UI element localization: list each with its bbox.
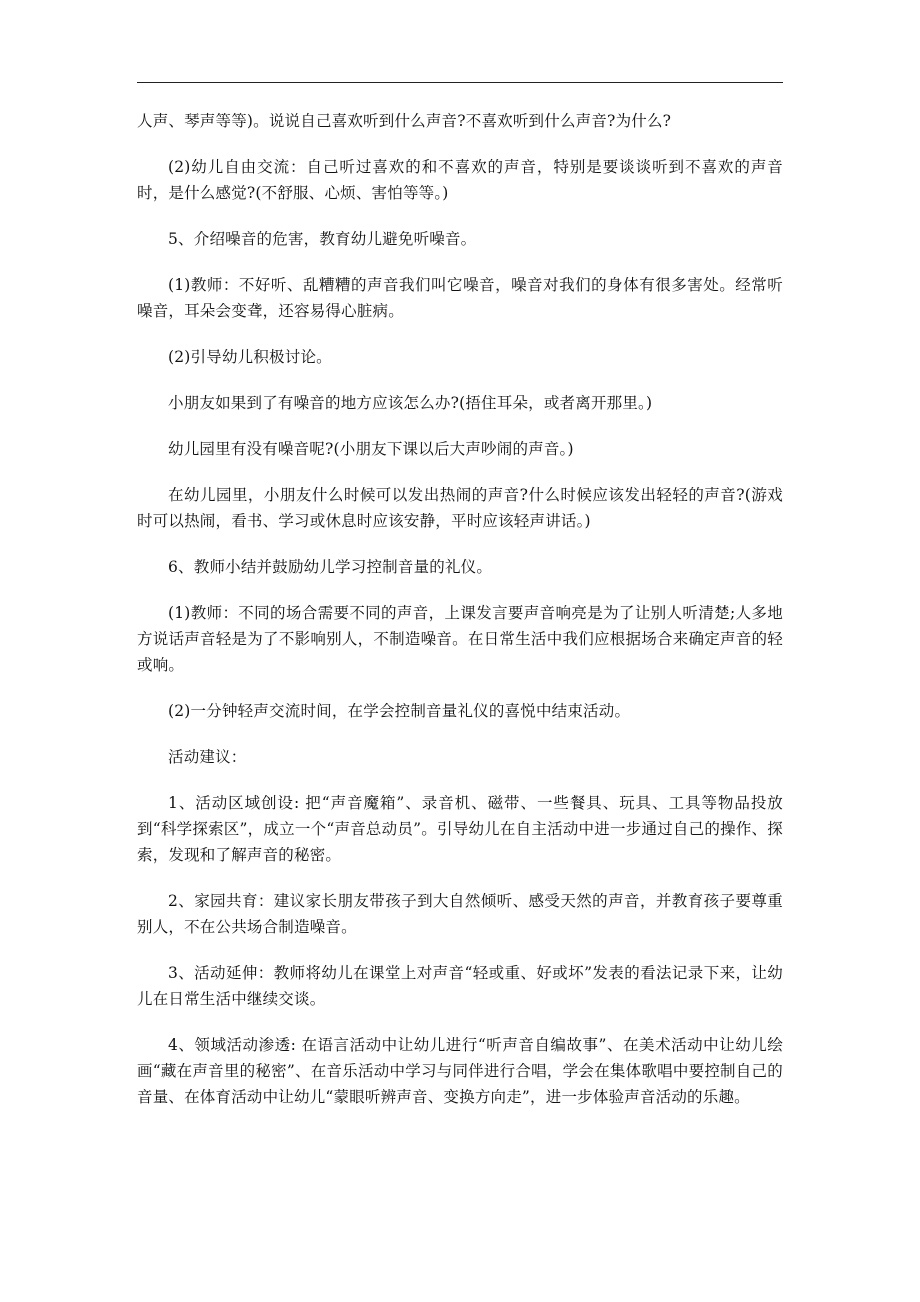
paragraph: 6、教师小结并鼓励幼儿学习控制音量的礼仪。 [168,558,493,576]
paragraph: (2)一分钟轻声交流时间，在学会控制音量礼仪的喜悦中结束活动。 [168,702,631,720]
paragraph: 2、家园共育：建议家长朋友带孩子到大自然倾听、感受天然的声音，并教育孩子要尊重别人，不在公共场合制造噪音。 [137,892,783,936]
paragraph: 人声、琴声等等)。说说自己喜欢听到什么声音?不喜欢听到什么声音?为什么? [137,112,672,130]
paragraph: 4、领域活动渗透: 在语言活动中让幼儿进行“听声音自编故事”、在美术活动中让幼儿绘画“藏在声音里的秘密”、在音乐活动中学习与同伴进行合唱，学会在集体歌唱中要控制自己的音量、在体育活动中让幼儿“蒙眼听辨声音、变换方向走”，进一步体验声音活动的乐趣。 [137,1036,783,1106]
paragraph: 小朋友如果到了有噪音的地方应该怎么办?(捂住耳朵，或者离开那里。) [168,394,653,412]
paragraph: (1)教师：不好听、乱糟糟的声音我们叫它噪音，噪音对我们的身体有很多害处。经常听噪音，耳朵会变聋，还容易得心脏病。 [137,276,783,320]
paragraph: (1)教师：不同的场合需要不同的声音，上课发言要声音响亮是为了让别人听清楚;人多地方说话声音轻是为了不影响别人，不制造噪音。在日常生活中我们应根据场合来确定声音的轻或响。 [137,604,783,674]
paragraph: 在幼儿园里，小朋友什么时候可以发出热闹的声音?什么时候应该发出轻轻的声音?(游戏时可以热闹，看书、学习或休息时应该安静，平时应该轻声讲话。) [137,486,783,530]
paragraph: 3、活动延伸：教师将幼儿在课堂上对声音“轻或重、好或坏”发表的看法记录下来，让幼儿在日常生活中继续交谈。 [137,964,783,1008]
paragraph: (2)幼儿自由交流：自己听过喜欢的和不喜欢的声音，特别是要谈谈听到不喜欢的声音时，是什么感觉?(不舒服、心烦、害怕等等。) [137,158,783,202]
paragraph: 5、介绍噪音的危害，教育幼儿避免听噪音。 [168,230,477,248]
section-heading: 活动建议： [168,748,247,766]
paragraph: 1、活动区域创设: 把“声音魔箱”、录音机、磁带、一些餐具、玩具、工具等物品投放到“科学探索区”，成立一个“声音总动员”。引导幼儿在自主活动中进一步通过自己的操作、探索，发现和了解声音的秘密。 [137,794,783,864]
header-rule [137,82,783,83]
paragraph: 幼儿园里有没有噪音呢?(小朋友下课以后大声吵闹的声音。) [168,440,574,458]
paragraph: (2)引导幼儿积极讨论。 [168,348,332,366]
document-body [137,108,783,1110]
